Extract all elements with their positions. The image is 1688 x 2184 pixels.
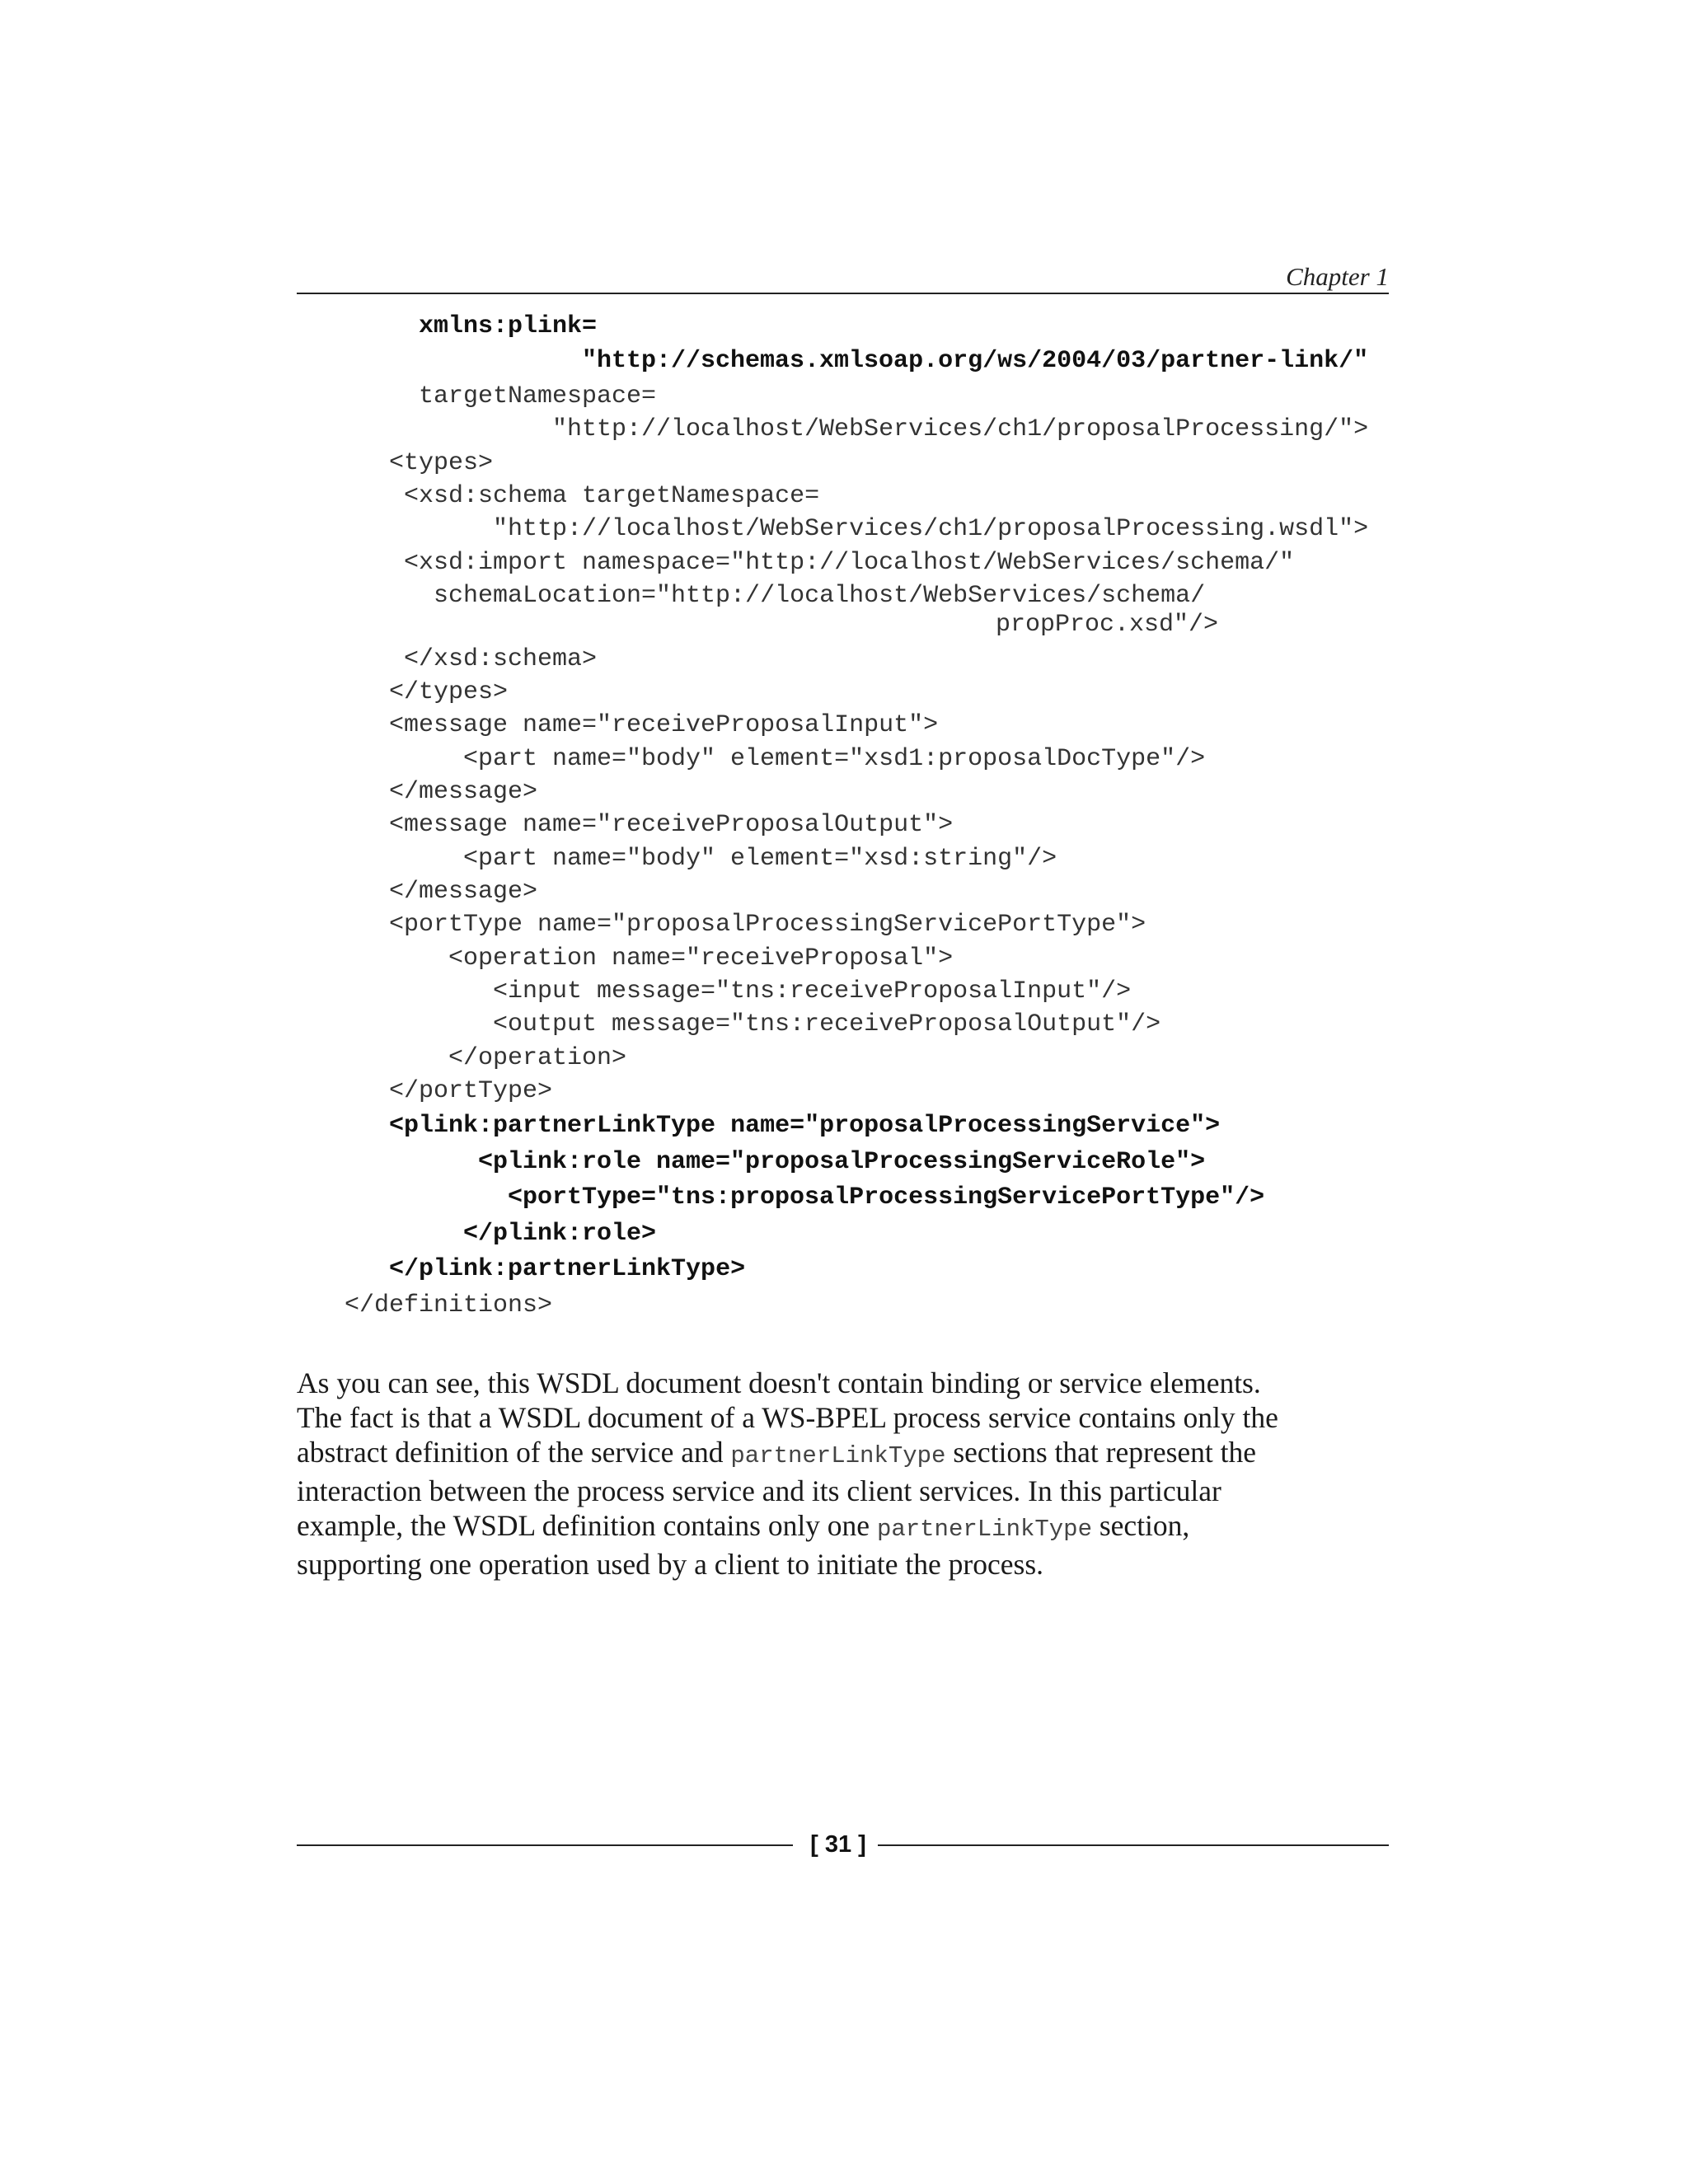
chapter-label: Chapter 1	[1286, 262, 1389, 291]
code-line: xmlns:plink=	[419, 312, 598, 340]
code-line: </xsd:schema>	[404, 645, 598, 673]
code-line: <message name="receiveProposalOutput">	[389, 811, 954, 839]
code-line: <plink:role name="proposalProcessingServiceRole">	[478, 1148, 1206, 1176]
code-line: "http://localhost/WebServices/ch1/proposalProcessing/">	[552, 415, 1369, 443]
code-line: <part name="body" element="xsd1:proposalDocType"/>	[463, 745, 1206, 773]
code-line: propProc.xsd"/>	[996, 611, 1219, 639]
footer-rule-left	[297, 1844, 793, 1846]
code-line: <portType name="proposalProcessingServicePortType">	[389, 911, 1146, 939]
paragraph-line	[297, 1508, 1393, 1547]
footer-rule-right	[878, 1844, 1389, 1846]
code-line: </plink:partnerLinkType>	[389, 1255, 746, 1283]
paragraph-text: section,	[1091, 1509, 1190, 1542]
header-rule	[297, 293, 1389, 294]
code-line: </operation>	[448, 1044, 627, 1072]
code-line: <plink:partnerLinkType name="proposalProcessingService">	[389, 1112, 1221, 1140]
paragraph-text: As you can see, this WSDL document doesn't contain binding or service elements.	[297, 1366, 1261, 1399]
paragraph-text: supporting one operation used by a client to initiate the process.	[297, 1548, 1044, 1581]
paragraph-line	[297, 1474, 1393, 1508]
inline-code: partnerLinkType	[730, 1442, 946, 1469]
code-line: </message>	[389, 778, 538, 806]
paragraph-text: example, the WSDL definition contains only one	[297, 1509, 877, 1542]
paragraph-text: The fact is that a WSDL document of a WS-BPEL process service contains only the	[297, 1401, 1278, 1434]
code-line: </types>	[389, 678, 509, 706]
running-header	[297, 257, 1389, 294]
paragraph-line	[297, 1366, 1393, 1400]
code-line: <input message="tns:receiveProposalInput"/>	[493, 977, 1132, 1005]
code-line: <portType="tns:proposalProcessingServicePortType"/>	[508, 1183, 1265, 1212]
code-line: </plink:role>	[463, 1220, 657, 1248]
code-line: </definitions>	[345, 1291, 553, 1319]
page-number: [ 31 ]	[810, 1831, 866, 1858]
paragraph-line	[297, 1547, 1393, 1582]
paragraph-text: sections that represent the	[945, 1436, 1257, 1469]
code-line: <xsd:schema targetNamespace=	[404, 482, 820, 510]
paragraph-line	[297, 1435, 1393, 1474]
code-line: "http://schemas.xmlsoap.org/ws/2004/03/partner-link/"	[582, 347, 1369, 375]
code-line: <output message="tns:receiveProposalOutput"/>	[493, 1010, 1161, 1038]
code-line: targetNamespace=	[419, 382, 657, 410]
code-line: <operation name="receiveProposal">	[448, 944, 954, 972]
code-line: <part name="body" element="xsd:string"/>	[463, 845, 1057, 873]
page-footer	[297, 1828, 1389, 1861]
code-line: "http://localhost/WebServices/ch1/proposalProcessing.wsdl">	[493, 515, 1369, 543]
body-paragraph	[297, 1366, 1393, 1582]
paragraph-text: abstract definition of the service and	[297, 1436, 731, 1469]
paragraph-line	[297, 1400, 1393, 1435]
code-line: schemaLocation="http://localhost/WebServices/schema/	[434, 582, 1206, 610]
inline-code: partnerLinkType	[876, 1516, 1092, 1543]
code-line: <types>	[389, 449, 494, 477]
code-line: <xsd:import namespace="http://localhost/WebServices/schema/"	[404, 549, 1295, 577]
paragraph-text: interaction between the process service and its client services. In this particular	[297, 1474, 1221, 1507]
code-line: </message>	[389, 878, 538, 906]
code-line: <message name="receiveProposalInput">	[389, 711, 939, 739]
code-line: </portType>	[389, 1077, 553, 1105]
